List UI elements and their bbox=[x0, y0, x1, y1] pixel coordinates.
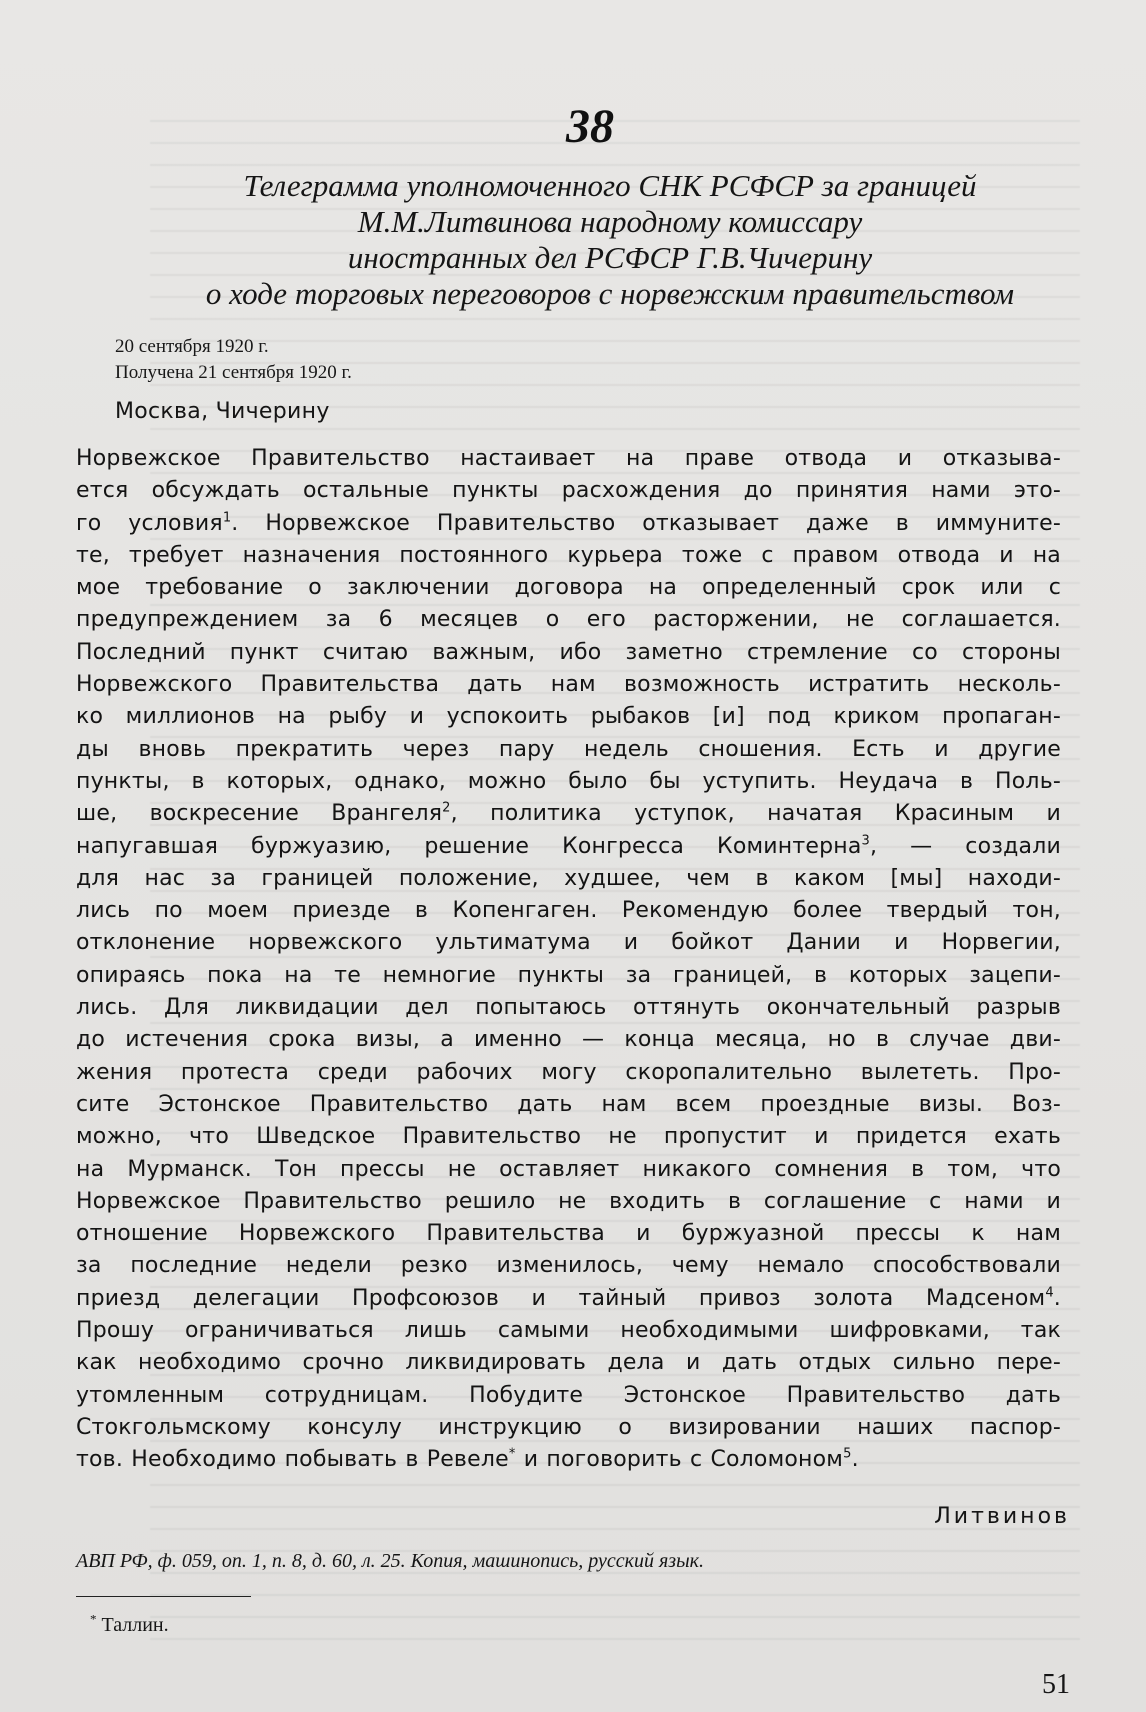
body-line bbox=[76, 1089, 1061, 1121]
body-line-continuation: . bbox=[1053, 1285, 1061, 1311]
body-line-text: до истечения срока визы, а именно — конца месяца, но в случае дви- bbox=[76, 1027, 1061, 1053]
body-line bbox=[76, 734, 1061, 766]
body-line bbox=[76, 798, 1061, 830]
telegram-body bbox=[76, 443, 1061, 1477]
title-line-3: иностранных дел РСФСР Г.В.Чичерину bbox=[347, 240, 873, 275]
body-line-continuation: и поговорить с Соломоном bbox=[515, 1447, 844, 1473]
body-line bbox=[76, 669, 1061, 701]
body-line bbox=[76, 701, 1061, 733]
body-line-text: за последние недели резко изменилось, чему немало способствовали bbox=[76, 1253, 1061, 1279]
body-line bbox=[76, 895, 1061, 927]
body-line bbox=[76, 572, 1061, 604]
note-reference: 1 bbox=[222, 510, 232, 526]
body-line bbox=[76, 1057, 1061, 1089]
body-line-continuation: . bbox=[851, 1447, 859, 1473]
body-line bbox=[76, 540, 1061, 572]
body-line-text: утомленным сотрудницам. Побудите Эстонское Правительство дать bbox=[76, 1382, 1061, 1408]
footnote-divider bbox=[76, 1596, 251, 1597]
title-line-1: Телеграмма уполномоченного СНК РСФСР за границей bbox=[243, 168, 977, 203]
note-reference: * bbox=[508, 1446, 516, 1462]
body-line-text: для нас за границей положение, худшее, чем в каком [мы] находи- bbox=[76, 865, 1061, 891]
page-number: 51 bbox=[1042, 1669, 1070, 1700]
body-line bbox=[76, 831, 1061, 863]
body-line bbox=[76, 1024, 1061, 1056]
body-line bbox=[76, 766, 1061, 798]
body-line-text: жения протеста среди рабочих могу скоропалительно вылететь. Про- bbox=[76, 1059, 1061, 1085]
body-line-continuation: . Норвежское Правительство отказывает даже в иммуните- bbox=[231, 510, 1061, 536]
body-line bbox=[76, 863, 1061, 895]
body-line bbox=[76, 604, 1061, 636]
received-date: Получена 21 сентября 1920 г. bbox=[115, 362, 352, 383]
note-reference: 2 bbox=[442, 800, 451, 816]
body-line-text: приезд делегации Профсоюзов и тайный привоз золота Мадсеном bbox=[76, 1285, 1046, 1311]
body-line-text: Норвежское Правительство решило не входить в соглашение с нами и bbox=[76, 1188, 1061, 1214]
date-block bbox=[115, 334, 352, 386]
addressee: Москва, Чичерину bbox=[115, 399, 330, 424]
body-line-text: Прошу ограничиваться лишь самыми необходимыми шифровками, так bbox=[76, 1318, 1061, 1344]
body-line-text: напугавшая буржуазию, решение Конгресса Коминтерна bbox=[76, 833, 862, 859]
note-reference: 5 bbox=[843, 1446, 852, 1462]
body-line-text: отклонение норвежского ультиматума и бойкот Дании и Норвегии, bbox=[76, 930, 1061, 956]
body-line-text: тов. Необходимо побывать в Ревеле bbox=[76, 1447, 509, 1473]
title-line-2: М.М.Литвинова народному комиссару bbox=[357, 204, 863, 239]
body-line bbox=[76, 960, 1061, 992]
body-line-text: отношение Норвежского Правительства и буржуазной прессы к нам bbox=[76, 1221, 1061, 1247]
body-line bbox=[76, 1186, 1061, 1218]
body-line bbox=[76, 1315, 1061, 1347]
body-line bbox=[76, 475, 1061, 507]
body-line-text: пункты, в которых, однако, можно было бы уступить. Неудача в Поль- bbox=[76, 768, 1061, 794]
body-line-text: лись. Для ликвидации дел попытаюсь оттянуть окончательный разрыв bbox=[76, 995, 1061, 1021]
signature: Литвинов bbox=[934, 1504, 1070, 1529]
body-line-continuation: , — создали bbox=[870, 833, 1061, 859]
body-line bbox=[76, 1380, 1061, 1412]
body-line-text: как необходимо срочно ликвидировать дела и дать отдых сильно пере- bbox=[76, 1350, 1061, 1376]
body-line-text: лись по моем приезде в Копенгаген. Рекомендую более твердый тон, bbox=[76, 898, 1061, 924]
body-line-text: Последний пункт считаю важным, ибо заметно стремление со стороны bbox=[76, 639, 1061, 665]
body-line-text: опираясь пока на те немногие пункты за границей, в которых зацепи- bbox=[76, 962, 1061, 988]
body-line-text: ется обсуждать остальные пункты расхождения до принятия нами это- bbox=[76, 478, 1061, 504]
body-line bbox=[76, 443, 1061, 475]
note-reference: 4 bbox=[1045, 1285, 1054, 1301]
body-line-continuation: , политика уступок, начатая Красиным и bbox=[450, 801, 1061, 827]
body-line-text: те, требует назначения постоянного курьера тоже с правом отвода и на bbox=[76, 542, 1061, 568]
body-line bbox=[76, 1250, 1061, 1282]
body-line-text: ко миллионов на рыбу и успокоить рыбаков [и] под криком пропаган- bbox=[76, 704, 1061, 730]
body-line-text: Норвежского Правительства дать нам возможность истратить несколь- bbox=[76, 672, 1061, 698]
body-line bbox=[76, 1347, 1061, 1379]
footnote bbox=[90, 1612, 169, 1638]
body-line-text: можно, что Шведское Правительство не пропустит и придется ехать bbox=[76, 1124, 1061, 1150]
body-line-text: ше, воскресение Врангеля bbox=[76, 801, 443, 827]
footnote-mark: * bbox=[90, 1611, 97, 1627]
body-line-text: мое требование о заключении договора на определенный срок или с bbox=[76, 575, 1061, 601]
body-line bbox=[76, 637, 1061, 669]
body-line-text: предупреждением за 6 месяцев о его расторжении, не соглашается. bbox=[76, 607, 1061, 633]
body-line-text: сите Эстонское Правительство дать нам всем проездные визы. Воз- bbox=[76, 1091, 1061, 1117]
body-line-text: Стокгольмскому консулу инструкцию о визировании наших паспор- bbox=[76, 1414, 1061, 1440]
body-line bbox=[76, 1444, 1061, 1476]
sent-date: 20 сентября 1920 г. bbox=[115, 336, 269, 357]
body-line-text: ды вновь прекратить через пару недель сношения. Есть и другие bbox=[76, 736, 1061, 762]
title-line-4: о ходе торговых переговоров с норвежским правительством bbox=[205, 276, 1015, 311]
body-line-text: го условия bbox=[76, 510, 223, 536]
body-line bbox=[76, 992, 1061, 1024]
body-line bbox=[76, 1218, 1061, 1250]
footnote-text: Таллин. bbox=[96, 1614, 169, 1636]
body-line bbox=[76, 1283, 1061, 1315]
body-line bbox=[76, 1154, 1061, 1186]
body-line bbox=[76, 1412, 1061, 1444]
body-line-text: на Мурманск. Тон прессы не оставляет никакого сомнения в том, что bbox=[76, 1156, 1061, 1182]
body-line bbox=[76, 508, 1061, 540]
note-reference: 3 bbox=[861, 833, 871, 849]
document-number: 38 bbox=[566, 100, 614, 153]
document-title bbox=[130, 168, 1090, 312]
archive-reference: АВП РФ, ф. 059, оп. 1, п. 8, д. 60, л. 25. Копия, машинопись, русский язык. bbox=[76, 1550, 704, 1572]
body-line bbox=[76, 927, 1061, 959]
body-line-text: Норвежское Правительство настаивает на праве отвода и отказыва- bbox=[76, 446, 1061, 471]
body-line bbox=[76, 1121, 1061, 1153]
